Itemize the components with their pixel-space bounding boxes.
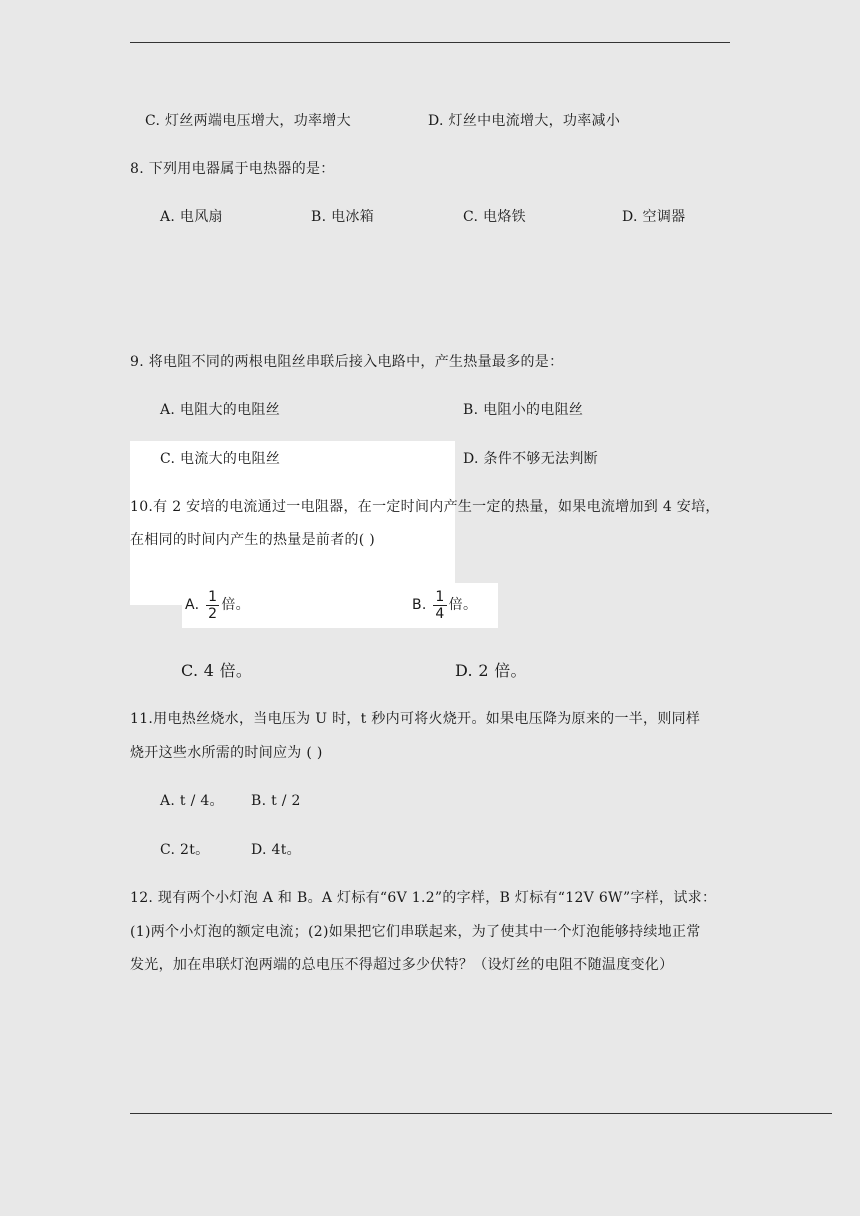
q10-option-a-numerator: 1 [208, 588, 218, 605]
q8-option-c: C. 电烙铁 [463, 209, 526, 225]
q9-question: 9. 将电阻不同的两根电阻丝串联后接入电路中，产生热量最多的是： [130, 354, 564, 370]
q8-option-a: A. 电风扇 [160, 209, 223, 225]
q8-option-b: B. 电冰箱 [311, 209, 374, 225]
q10-option-a-fraction [206, 589, 219, 622]
q9-option-b: B. 电阻小的电阻丝 [463, 402, 584, 418]
q10-option-b-suffix: 倍。 [448, 597, 478, 613]
q10-option-a [185, 587, 250, 623]
q12-line-3: 发光，加在串联灯泡两端的总电压不得超过多少伏特？（设灯丝的电阻不随温度变化） [130, 957, 674, 973]
footer-rule [130, 1113, 832, 1114]
q9-option-d: D. 条件不够无法判断 [463, 451, 598, 467]
q10-option-b [412, 587, 477, 623]
q11-line-2: 烧开这些水所需的时间应为 ( ) [130, 745, 323, 761]
header-rule [130, 42, 730, 43]
q11-line-1: 11.用电热丝烧水，当电压为 U 时，t 秒内可将火烧开。如果电压降为原来的一半，则同样 [130, 711, 701, 727]
q10-option-d: D. 2 倍。 [455, 661, 527, 680]
q10-option-b-numerator: 1 [435, 588, 445, 605]
q12-line-1: 12. 现有两个小灯泡 A 和 B。A 灯标有“6V 1.2”的字样，B 灯标有“12V 6W”字样，试求： [130, 890, 717, 906]
q11-option-d: D. 4t。 [251, 842, 301, 858]
q10-option-b-fraction [433, 589, 446, 622]
q10-option-a-suffix: 倍。 [221, 597, 250, 613]
q11-option-a: A. t / 4。 [160, 793, 224, 809]
q9-option-c: C. 电流大的电阻丝 [160, 451, 281, 467]
q10-line-2: 在相同的时间内产生的热量是前者的( ) [130, 532, 376, 548]
q10-option-a-denominator: 2 [208, 605, 218, 622]
q10-option-b-denominator: 4 [435, 605, 445, 622]
q10-option-a-prefix: A. [185, 597, 200, 613]
q8-option-d: D. 空调器 [622, 209, 686, 225]
q9-option-a: A. 电阻大的电阻丝 [160, 402, 281, 418]
q10-option-b-prefix: B. [412, 597, 427, 613]
q10-option-c: C. 4 倍。 [181, 661, 253, 680]
q7-option-d: D. 灯丝中电流增大，功率减小 [428, 113, 621, 129]
q12-line-2: (1)两个小灯泡的额定电流；(2)如果把它们串联起来，为了使其中一个灯泡能够持续地正常 [130, 924, 701, 940]
q7-option-c: C. 灯丝两端电压增大，功率增大 [145, 113, 351, 129]
q11-option-c: C. 2t。 [160, 842, 210, 858]
q8-question: 8. 下列用电器属于电热器的是： [130, 161, 335, 177]
q11-option-b: B. t / 2 [251, 793, 301, 809]
q10-line-1: 10.有 2 安培的电流通过一电阻器，在一定时间内产生一定的热量，如果电流增加到 4 安培， [130, 499, 720, 515]
